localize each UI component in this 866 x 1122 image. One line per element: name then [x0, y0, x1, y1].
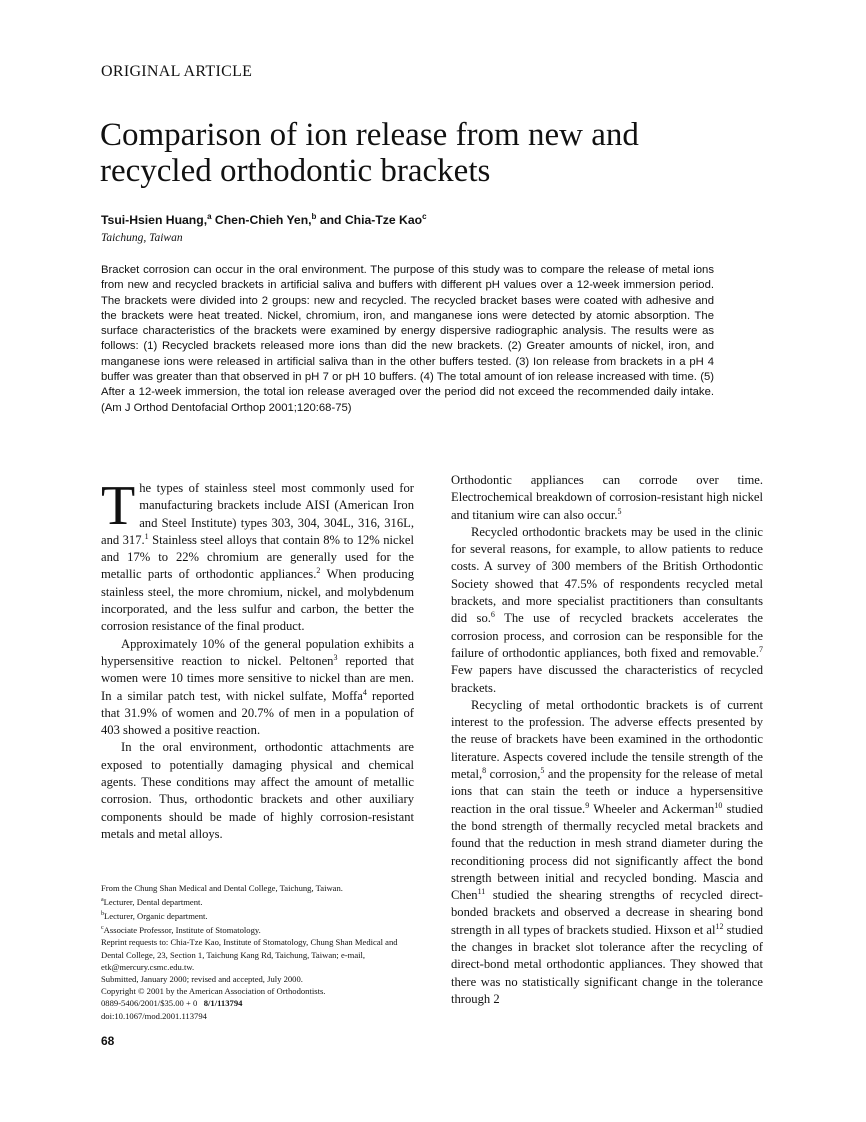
text-run: reported that women were 10 times more sensitive to nickel than are men. In a similar patch test, with nickel sulfate, Moffa — [101, 653, 414, 703]
issn-price: 0889-5406/2001/$35.00 + 0 — [101, 998, 198, 1009]
author-list — [101, 212, 427, 227]
citation-ref: 7 — [759, 644, 763, 654]
text-run: studied the changes in bracket slot tolerance after the recycling of direct-bond metal orthodontic appliances. They showed that there was no statistically significant change in the tolerance through 2 — [451, 922, 764, 1006]
citation-ref: 9 — [585, 800, 590, 810]
body-column-left — [101, 475, 415, 843]
footnotes — [101, 882, 419, 1022]
footnote-affiliation: From the Chung Shan Medical and Dental College, Taichung, Taiwan. — [101, 883, 343, 893]
text-run: and the propensity for the release of metal ions that can stain the teeth or induce a hypersensitive reaction in the oral tissue. — [451, 767, 763, 816]
section-label: ORIGINAL ARTICLE — [101, 63, 253, 80]
citation-ref: 1 — [144, 531, 149, 541]
text-run: studied the shearing strengths of recycled direct-bonded brackets and observed a decrease in shearing bond strength in all types of brackets studied. Hixson et al — [451, 888, 763, 937]
citation-ref: 10 — [714, 800, 723, 810]
author-location: Taichung, Taiwan — [101, 232, 183, 244]
footnote-submitted: Submitted, January 2000; revised and accepted, July 2000. — [101, 974, 303, 984]
citation-ref: 4 — [362, 687, 367, 697]
footnote-item — [101, 894, 419, 908]
author-affiliation-mark: a — [207, 212, 212, 221]
footnote-mark: b — [101, 911, 104, 918]
body-paragraph — [101, 636, 414, 740]
body-paragraph — [451, 697, 763, 1008]
citation-ref: 5 — [617, 506, 622, 516]
body-paragraph — [451, 524, 763, 697]
citation-ref: 3 — [333, 652, 338, 662]
author-affiliation-mark: b — [311, 212, 317, 221]
footnote-mark: a — [101, 897, 104, 904]
text-run: Approximately 10% of the general population exhibits a hypersensitive reaction to nickel. Peltonen — [101, 636, 414, 668]
text-run: When producing stainless steel, the more chromium, nickel, and molybdenum incorporated, and the less sulfur and carbon, the better the corrosion resistance of the final product. — [101, 567, 414, 634]
citation-ref: 11 — [477, 886, 486, 896]
page-number: 68 — [101, 1034, 115, 1048]
citation-ref: 6 — [490, 610, 495, 620]
text-run: studied the bond strength of thermally recycled metal brackets and found that the reduction in mesh strand diameter during the reconditioning process did not significantly affect the bond strength between initial and recycled bonding. Mascia and Chen — [451, 801, 763, 903]
footnote-text: Lecturer, Dental department. — [103, 897, 203, 908]
body-paragraph — [101, 475, 414, 636]
text-run: The use of recycled brackets accelerates the corrosion process, and corrosion can be responsible for the failure of orthodontic appliances, both fixed and removable. — [451, 611, 763, 660]
text-run: Orthodontic appliances can corrode over time. Electrochemical breakdown of corrosion-resistant high nickel and titanium wire can also occur. — [451, 473, 763, 522]
citation-ref: 12 — [715, 921, 724, 931]
text-run: Recycling of metal orthodontic brackets is of current interest to the profession. The adverse effects presented by the reuse of brackets have been examined in the orthodontic literature. Aspects covered include the tensile strength of the metal, — [451, 697, 763, 782]
footnote-copyright: Copyright © 2001 by the American Association of Orthodontists. — [101, 986, 326, 997]
text-run: Stainless steel alloys that contain 8% to 12% nickel and 17% to 22% chromium are generally used for the metallic parts of orthodontic appliances. — [101, 532, 414, 582]
citation-ref: 5 — [540, 765, 545, 775]
text-run: corrosion, — [486, 767, 541, 782]
article-title: Comparison of ion release from new and recycled orthodontic brackets — [100, 117, 639, 189]
body-paragraph — [451, 472, 763, 524]
text-run: Recycled orthodontic brackets may be used in the clinic for several reasons, for example, to allow patients to reduce costs. A survey of 300 members of the British Orthodontic Society showed that 47.5% of respondents recycled metal brackets, and more specialist practitioners than consultants did so. — [451, 524, 763, 626]
citation-ref: 8 — [482, 765, 487, 775]
author-name: and Chia-Tze Kao — [316, 213, 423, 228]
text-run: Few papers have discussed the characteristics of recycled brackets. — [451, 663, 763, 695]
footnote-mark: c — [101, 925, 104, 932]
author-name: Chen-Chieh Yen, — [211, 213, 312, 228]
issn-code: 8/1/113794 — [203, 998, 243, 1009]
author-affiliation-mark: c — [422, 212, 427, 221]
body-paragraph: In the oral environment, orthodontic attachments are exposed to potentially damaging physical and chemical agents. These conditions may affect the amount of metallic corrosion. Thus, orthodontic brackets and other auxiliary components should be made of highly corrosion-resistant metals and metal alloys. — [101, 740, 414, 841]
body-column-right — [451, 472, 763, 1008]
footnote-text: Lecturer, Organic department. — [104, 911, 208, 922]
text-run: he types of stainless steel most commonly used for manufacturing brackets include AISI (American Iron and Steel Institute) types 303, 304, 304L, 316, 316L, and 317. — [101, 481, 414, 547]
drop-cap: T — [101, 475, 136, 537]
text-run: reported that 31.9% of women and 20.7% of men in a population of 403 showed a positive reaction. — [101, 688, 415, 738]
footnote-reprints: Reprint requests to: Chia-Tze Kao, Institute of Stomatology, Chung Shan Medical and Dental College, 23, Section 1, Taichung Kang Rd, Taichung, Taiwan; e-mail, etk@mercury.csmc.edu.tw. — [101, 937, 398, 972]
citation-ref: 2 — [316, 566, 321, 576]
footnote-text: Associate Professor, Institute of Stomatology. — [103, 925, 261, 936]
footnote-item — [101, 908, 419, 922]
footnote-issn — [101, 997, 419, 1009]
text-run: Wheeler and Ackerman — [589, 801, 715, 816]
footnote-item — [101, 922, 419, 936]
abstract: Bracket corrosion can occur in the oral environment. The purpose of this study was to compare the release of metal ions from new and recycled brackets in artificial saliva and buffers with different pH values over a 12-week immersion period. The brackets were divided into 2 groups: new and recycled. The recycled bracket bases were coated with adhesive and the brackets were heat treated. Nickel, chromium, iron, and manganese ions were detected by atomic absorption. The surface characteristics of the brackets were examined by energy dispersive radiographic analysis. The results were as follows: (1) Recycled brackets released more ions than did the new brackets. (2) Greater amounts of nickel, iron, and manganese ions were released in artificial saliva than in the other buffers tested. (3) Ion release from brackets in a pH 4 buffer was greater than that observed in pH 7 or pH 10 buffers. (4) The total amount of ion release increased with time. (5) After a 12-week immersion, the total ion release averaged over the period did not exceed the recommended daily intake. (Am J Orthod Dentofacial Orthop 2001;120:68-75) — [101, 264, 714, 414]
footnote-doi: doi:10.1067/mod.2001.113794 — [101, 1010, 207, 1021]
author-name: Tsui-Hsien Huang, — [101, 213, 208, 228]
